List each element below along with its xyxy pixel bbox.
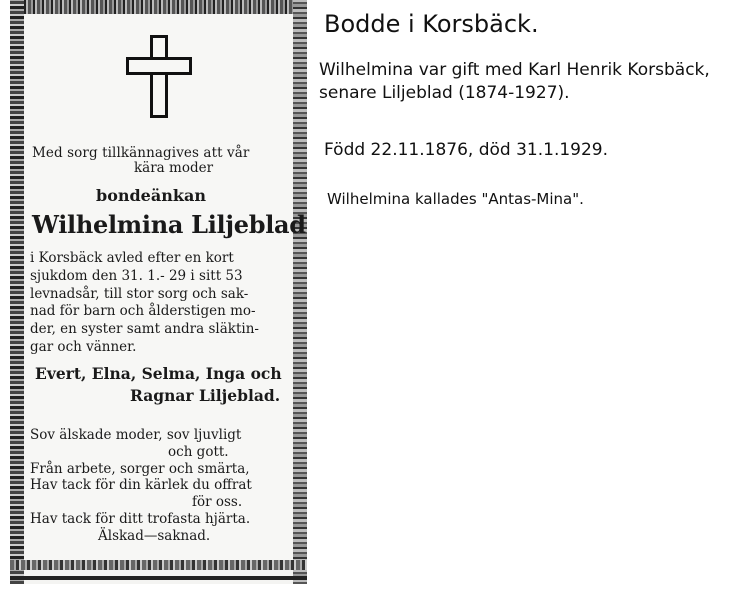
poem-line: Hav tack för din kärlek du offrat bbox=[30, 477, 252, 494]
nickname-note: Wilhelmina kallades "Antas-Mina". bbox=[327, 190, 584, 208]
closing-signature: Älskad—saknad. bbox=[98, 528, 211, 544]
mourners-line-1: Evert, Elna, Selma, Inga och bbox=[35, 364, 282, 383]
clipping-rule bbox=[10, 576, 307, 580]
obituary-body bbox=[30, 250, 259, 357]
notes-title: Bodde i Korsbäck. bbox=[324, 10, 539, 38]
poem-line: för oss. bbox=[192, 494, 243, 511]
poem-line: och gott. bbox=[168, 443, 229, 460]
clipping-border-top bbox=[10, 0, 307, 14]
body-line: sjukdom den 31. 1.- 29 i sitt 53 bbox=[30, 267, 243, 284]
body-line: nad för barn och ålderstigen mo- bbox=[30, 303, 256, 320]
body-line: i Korsbäck avled efter en kort bbox=[30, 250, 234, 266]
deceased-name: Wilhelmina Liljeblad bbox=[32, 210, 306, 239]
deceased-role: bondeänkan bbox=[96, 186, 206, 205]
life-dates: Född 22.11.1876, död 31.1.1929. bbox=[324, 140, 609, 160]
clipping-border-right bbox=[293, 0, 307, 584]
memorial-poem bbox=[30, 427, 252, 528]
body-line: der, en syster samt andra släktin- bbox=[30, 321, 259, 338]
marriage-line-1: Wilhelmina var gift med Karl Henrik Korsbäck, bbox=[319, 60, 710, 80]
intro-line-2: kära moder bbox=[134, 160, 214, 176]
poem-line: Sov älskade moder, sov ljuvligt bbox=[30, 427, 242, 443]
body-line: levnadsår, till stor sorg och sak- bbox=[30, 285, 249, 302]
poem-line: Hav tack för ditt trofasta hjärta. bbox=[30, 510, 251, 527]
poem-line: Från arbete, sorger och smärta, bbox=[30, 460, 250, 477]
cross-icon bbox=[126, 35, 192, 118]
clipping-border-bottom bbox=[10, 560, 307, 570]
clipping-border-left bbox=[10, 0, 24, 584]
intro-line-1: Med sorg tillkännagives att vår bbox=[32, 145, 250, 161]
body-line: gar och vänner. bbox=[30, 338, 137, 355]
marriage-line-2: senare Liljeblad (1874-1927). bbox=[319, 83, 570, 103]
mourners-line-2: Ragnar Liljeblad. bbox=[130, 386, 281, 405]
